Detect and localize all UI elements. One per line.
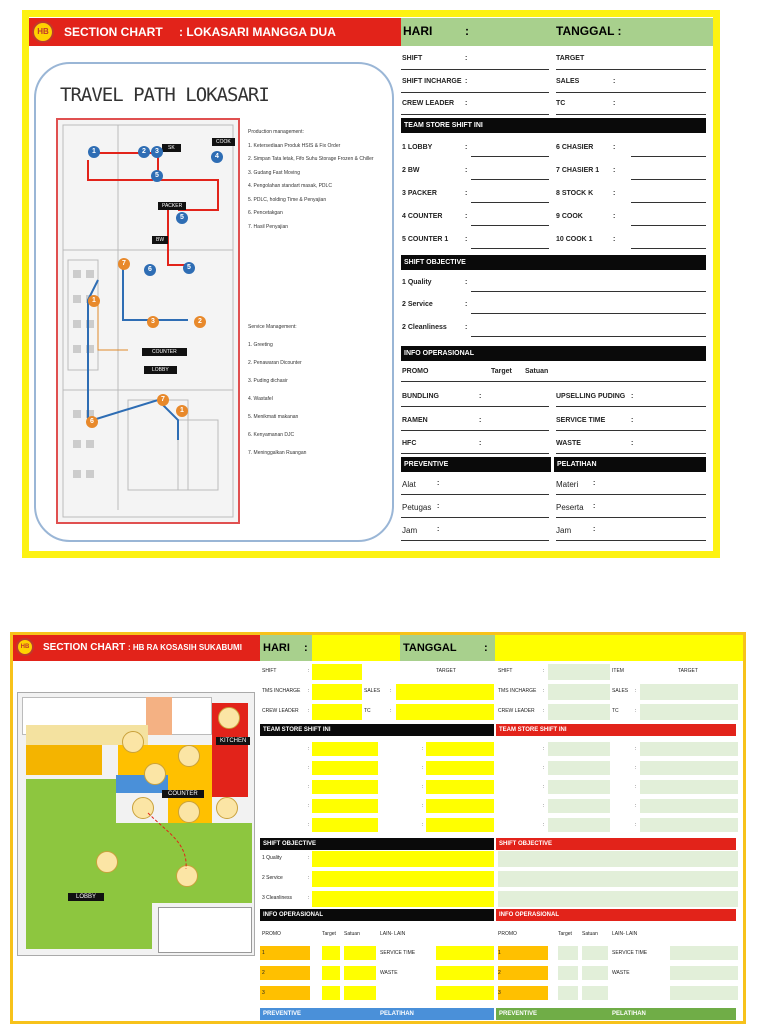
floor-plan [56,118,240,524]
colon: : [422,746,424,752]
colon: : [543,784,545,790]
shift-objective-header: SHIFT OBJECTIVE [260,838,494,850]
info-cell[interactable] [670,986,738,1000]
info-cell[interactable] [344,966,376,980]
colon: : [308,784,310,790]
colon: : [422,784,424,790]
info-cell[interactable] [558,966,578,980]
path-pin: 7 [157,394,169,406]
path-pin: 3 [151,146,163,158]
colon: : [635,765,637,771]
team-member-cell [260,780,304,794]
path-pin: 1 [88,146,100,158]
path-pin: 5 [183,262,195,274]
tanggal-value[interactable] [495,635,743,661]
team-member-cell [498,799,545,813]
info-cell[interactable] [436,986,494,1000]
info-cell[interactable] [344,986,376,1000]
team-member-cell [498,761,545,775]
row-number: 1 [262,950,265,956]
brand-logo: HB [16,638,34,656]
tanggal-cell: TANGGAL : [400,635,495,661]
info-cell[interactable] [558,946,578,960]
path-pin: 1 [88,295,100,307]
service-notes: Service Management: 1. Greeting 2. Penawaran Dicounter 3. Puding dichasir 4. Wastafel 5. Menikmati makanan 6. Kenyamanan DJC 7. Meninggalkan Ruangan [248,324,307,456]
row-number: 2 [262,970,265,976]
service-path [18,693,256,957]
path-pin: 5 [176,212,188,224]
sheet1-date-header: HARI : TANGGAL : [401,18,713,46]
team-member-cell[interactable] [312,818,378,832]
path-pin: 4 [211,151,223,163]
team-member-cell[interactable] [640,799,738,813]
team-member-cell [498,742,545,756]
team-member-cell [380,799,424,813]
colon: : [543,746,545,752]
room-kitchen: KITCHEN [216,737,250,745]
team-store-header-right: TEAM STORE SHIFT INI [496,724,736,736]
sheet2-form: SHIFT : TARGET SHIFT : ITEM TARGET TMS INCHARGE : SALES : TMS INCHARGE : SALES : CREW LEADER : TC : CREW LEADER : TC : TEAM STORE SHIFT INI TEAM STORE SHIFT INI : : : : : : : : : : : : : : : : : : : : SHIFT OBJECTIVE SHIFT OBJECTIVE 1 Quality : 2 Service : 3 Cleanliness : INFO OPERASIONAL INFO OPERASIONAL PROMO Target Satuan LAIN- LAIN PROMO Target Satuan LAIN- LAIN 1 1 SERVICE TIME SERVICE TIME 2 2 WASTE WASTE 3 3 PREVENTIVE PELATIHAN PREVENTIVE PELATIHAN [260,662,743,1024]
tanggal-label: TANGGAL : [556,24,622,38]
colon: : [308,803,310,809]
info-cell[interactable] [260,966,310,980]
team-member-cell[interactable] [640,761,738,775]
info-operasional-header: INFO OPERASIONAL [401,346,706,361]
team-member-cell[interactable] [426,818,494,832]
production-notes: Production management: 1. Ketersediaan Produk HSIS & Fix Order 2. Simpan Tata letak, Fifo Suhu Storage Frozen & Chiller 3. Gudang Fast Moving 4. Pengolahan standart masak, PDLC 5. PDLC, holding Time & Penyajian 6. Pencetakgan 7. Hasil Penyajian [248,129,374,230]
colon: : [308,746,310,752]
team-member-cell[interactable] [548,761,610,775]
sheet2-header-bar [13,635,260,661]
info-label: SERVICE TIME [612,950,648,956]
path-pin: 6 [86,416,98,428]
team-member-cell[interactable] [640,742,738,756]
team-member-cell[interactable] [426,742,494,756]
hari-label: HARI [403,24,433,38]
info-cell[interactable] [498,946,548,960]
preventive-header: PREVENTIVE [401,457,551,472]
sheet1-form: SHIFT : TARGET SHIFT INCHARGE : SALES : CREW LEADER : TC : TEAM STORE SHIFT INI 1 LOBBY : 6 CHASIER : 2 BW : 7 CHASIER 1 : 3 PACKER : 8 STOCK K : 4 COUNTER : 9 COOK : 5 COUNTER 1 : 10 COOK 1 : SHIFT OBJECTIVE 1 Quality : 2 Service : 2 Cleanliness : INFO OPERASIONAL PROMO Target Satuan BUNDLING : UPSELLING PUDING : RAMEN : SERVICE TIME : HFC : WASTE : PREVENTIVE PELATIHAN Alat : Materi : Petugas : Peserta : Jam : Jam : [401,50,713,550]
sheet2-location: : HB RA KOSASIH SUKABUMI [128,643,242,652]
team-member-cell[interactable] [548,799,610,813]
path-pin: 2 [194,316,206,328]
info-operasional-header-right: INFO OPERASIONAL [496,909,736,921]
team-member-cell[interactable] [426,761,494,775]
path-pin: 5 [151,170,163,182]
info-label: WASTE [612,970,630,976]
info-cell[interactable] [582,966,608,980]
shift-objective-header: SHIFT OBJECTIVE [401,255,706,270]
room-cook: COOK [212,138,235,146]
info-operasional-header: INFO OPERASIONAL [260,909,494,921]
colon: : [422,822,424,828]
colon: : [308,765,310,771]
path-pin: 2 [138,146,150,158]
colon: : [543,822,545,828]
team-member-cell [498,780,545,794]
row-number: 1 [498,950,501,956]
room-lobby: LOBBY [144,366,177,374]
preventive-pelatihan-bar-right: PREVENTIVE PELATIHAN [496,1008,736,1020]
path-pin: 1 [176,405,188,417]
sheet2-floor-plan [17,692,255,956]
row-number: 3 [262,990,265,996]
info-cell[interactable] [322,986,340,1000]
colon: : [543,803,545,809]
team-member-cell [380,742,424,756]
sheet1-location: : LOKASARI MANGGA DUA [179,25,336,39]
team-member-cell [498,818,545,832]
info-cell[interactable] [670,946,738,960]
room-counter: COUNTER [142,348,187,356]
path-pin: 7 [118,258,130,270]
colon: : [308,822,310,828]
info-cell[interactable] [498,966,548,980]
team-member-cell[interactable] [548,742,610,756]
team-member-cell[interactable] [312,799,378,813]
room-bw: BW [152,236,168,244]
info-cell[interactable] [260,946,310,960]
row-number: 3 [498,990,501,996]
team-member-cell[interactable] [548,818,610,832]
info-cell[interactable] [344,946,376,960]
room-sk: SK [162,144,181,152]
team-member-cell[interactable] [312,761,378,775]
team-member-cell[interactable] [426,780,494,794]
team-store-header: TEAM STORE SHIFT INI [401,118,706,133]
colon: : [422,803,424,809]
info-cell[interactable] [558,986,578,1000]
team-member-cell [260,761,304,775]
sheet1-title: SECTION CHART [64,25,163,39]
team-member-cell[interactable] [426,799,494,813]
team-member-cell[interactable] [548,780,610,794]
info-label: SERVICE TIME [380,950,416,956]
team-member-cell [260,799,304,813]
hari-cell: HARI : [260,635,312,661]
colon: : [422,765,424,771]
info-cell[interactable] [260,986,310,1000]
sheet2-title: SECTION CHART [43,642,126,653]
hari-value[interactable] [312,635,400,661]
row-number: 2 [498,970,501,976]
pelatihan-header: PELATIHAN [554,457,706,472]
team-member-cell[interactable] [312,742,378,756]
info-cell[interactable] [582,986,608,1000]
info-cell[interactable] [322,946,340,960]
room-counter: COUNTER [162,790,204,798]
team-store-header: TEAM STORE SHIFT INI [260,724,494,736]
colon: : [635,822,637,828]
path-pin: 3 [147,316,159,328]
colon: : [543,765,545,771]
team-member-cell[interactable] [312,780,378,794]
info-cell[interactable] [670,966,738,980]
team-member-cell [380,780,424,794]
colon: : [635,746,637,752]
info-cell[interactable] [436,966,494,980]
info-cell[interactable] [322,966,340,980]
shift-objective-header-right: SHIFT OBJECTIVE [496,838,736,850]
info-cell[interactable] [436,946,494,960]
brand-logo: HB [32,21,54,43]
info-label: WASTE [380,970,398,976]
sheet1-header-bar [29,18,401,46]
team-member-cell [380,818,424,832]
info-cell[interactable] [498,986,548,1000]
preventive-pelatihan-bar: PREVENTIVE PELATIHAN [260,1008,494,1020]
team-member-cell [380,761,424,775]
path-pin: 6 [144,264,156,276]
room-lobby: LOBBY [68,893,104,901]
team-member-cell[interactable] [640,780,738,794]
colon: : [635,784,637,790]
colon: : [635,803,637,809]
map-title: TRAVEL PATH LOKASARI [60,84,269,106]
team-member-cell[interactable] [640,818,738,832]
team-member-cell [260,742,304,756]
team-member-cell [260,818,304,832]
room-packer: PACKER [158,202,186,210]
info-cell[interactable] [582,946,608,960]
